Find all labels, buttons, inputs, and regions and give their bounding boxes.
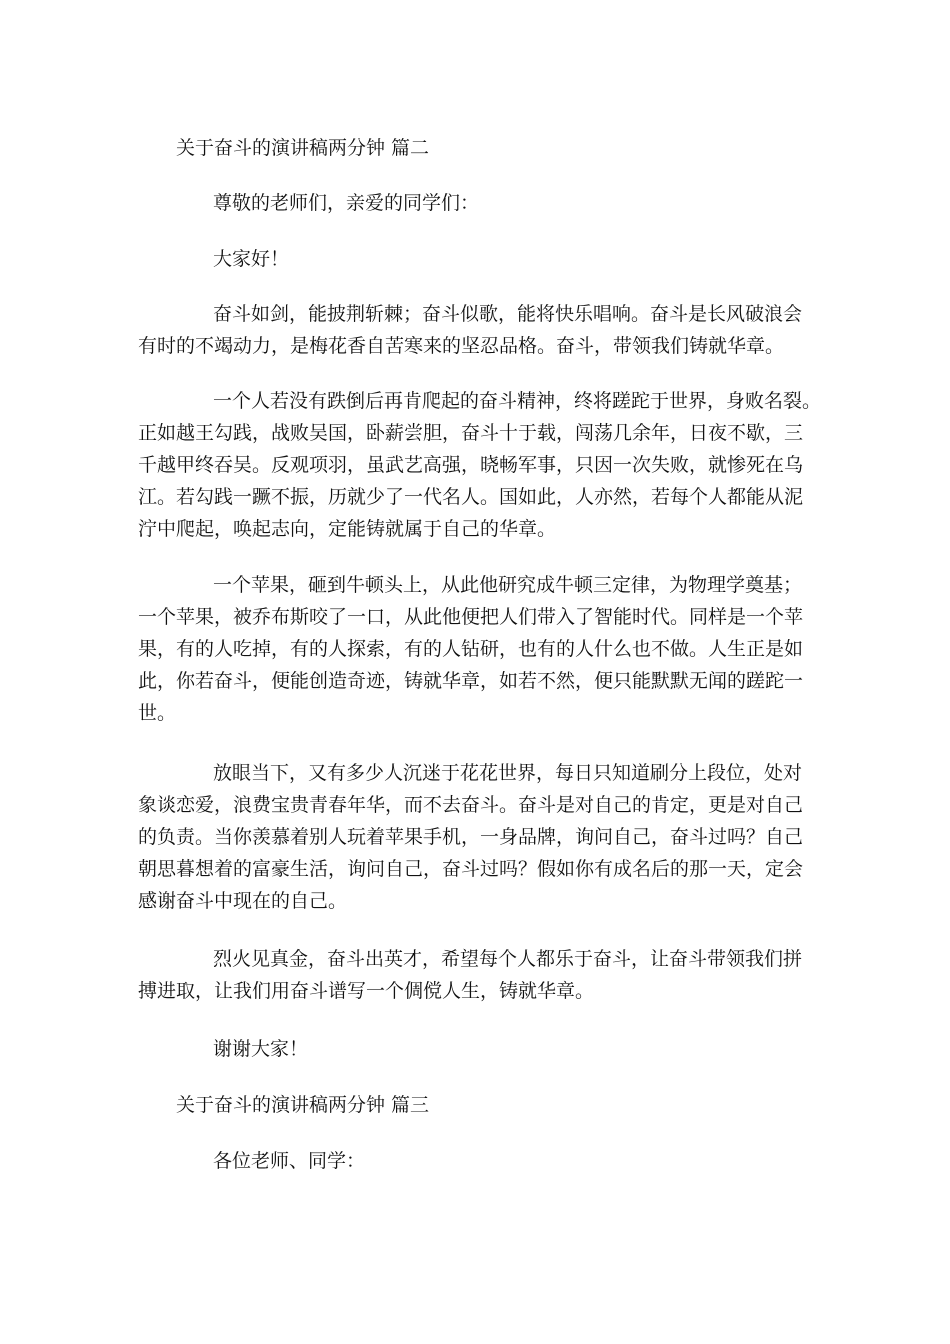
- salutation-3: 各位老师、同学：: [213, 1150, 366, 1172]
- paragraph-line: 一个苹果，砸到牛顿头上，从此他研究成牛顿三定律，为物理学奠基；: [213, 574, 803, 596]
- paragraph-line: 江。若勾践一蹶不振，历就少了一代名人。国如此，人亦然，若每个人都能从泥: [138, 486, 804, 508]
- paragraph-line: 奋斗如剑，能披荆斩棘；奋斗似歌，能将快乐唱响。奋斗是长风破浪会: [213, 303, 803, 325]
- paragraph-line: 正如越王勾践，战败吴国，卧薪尝胆，奋斗十于载，闯荡几余年，日夜不歇，三: [138, 422, 804, 444]
- paragraph-line: 千越甲终吞吴。反观项羽，虽武艺高强，晓畅军事，只因一次失败，就惨死在乌: [138, 454, 804, 476]
- paragraph-line: 泞中爬起，唤起志向，定能铸就属于自己的华章。: [138, 518, 557, 540]
- paragraph-line: 世。: [138, 702, 177, 724]
- section-heading-3: 关于奋斗的演讲稿两分钟 篇三: [176, 1094, 430, 1116]
- paragraph-line: 搏进取，让我们用奋斗谱写一个倜傥人生，铸就华章。: [138, 980, 595, 1002]
- section-heading-2: 关于奋斗的演讲稿两分钟 篇二: [176, 137, 430, 159]
- paragraph-line: 烈火见真金，奋斗出英才，希望每个人都乐于奋斗，让奋斗带领我们拼: [213, 948, 803, 970]
- paragraph-line: 象谈恋爱，浪费宝贵青春年华，而不去奋斗。奋斗是对自己的肯定，更是对自己: [138, 794, 804, 816]
- paragraph-line: 的负责。当你羡慕着别人玩着苹果手机，一身品牌，询问自己，奋斗过吗？自己: [138, 826, 804, 848]
- paragraph-line: 有时的不竭动力，是梅花香自苦寒来的坚忍品格。奋斗，带领我们铸就华章。: [138, 335, 785, 357]
- paragraph-line: 朝思暮想着的富豪生活，询问自己，奋斗过吗？假如你有成名后的那一天，定会: [138, 858, 804, 880]
- paragraph-line: 果，有的人吃掉，有的人探索，有的人钻研，也有的人什么也不做。人生正是如: [138, 638, 804, 660]
- salutation: 尊敬的老师们，亲爱的同学们：: [213, 192, 480, 214]
- paragraph-line: 放眼当下，又有多少人沉迷于花花世界，每日只知道刷分上段位，处对: [213, 762, 803, 784]
- paragraph-line: 一个人若没有跌倒后再肯爬起的奋斗精神，终将蹉跎于世界，身败名裂。: [213, 390, 822, 412]
- closing-thanks: 谢谢大家！: [213, 1038, 309, 1060]
- greeting: 大家好！: [213, 248, 290, 270]
- paragraph-line: 此，你若奋斗，便能创造奇迹，铸就华章，如若不然，便只能默默无闻的蹉跎一: [138, 670, 804, 692]
- paragraph-line: 一个苹果，被乔布斯咬了一口，从此他便把人们带入了智能时代。同样是一个苹: [138, 606, 804, 628]
- paragraph-line: 感谢奋斗中现在的自己。: [138, 890, 348, 912]
